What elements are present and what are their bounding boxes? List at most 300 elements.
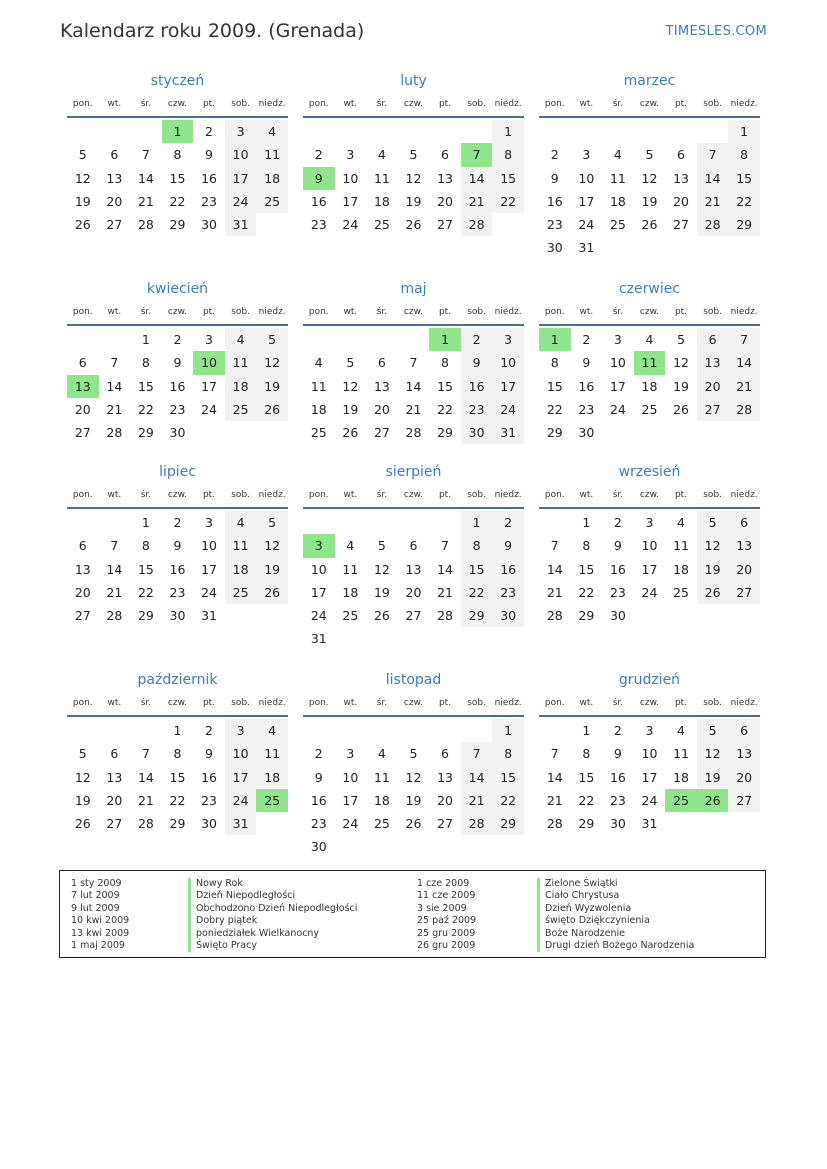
weekday-label: czw. bbox=[167, 99, 187, 109]
empty-day-cell bbox=[429, 120, 461, 143]
empty-day-cell bbox=[665, 120, 697, 143]
day-cell: 10 bbox=[342, 170, 359, 186]
weekday-label: pt. bbox=[202, 307, 216, 317]
week-row bbox=[303, 511, 524, 534]
day-cell: 12 bbox=[673, 355, 689, 371]
legend-date: 9 lut 2009 bbox=[71, 902, 120, 914]
day-cell: 16 bbox=[169, 378, 186, 394]
day-cell: 7 bbox=[441, 538, 449, 554]
day-cell: 13 bbox=[697, 351, 729, 374]
day-cell: 4 bbox=[314, 355, 323, 371]
day-cell: 24 bbox=[641, 584, 658, 600]
week-row bbox=[303, 167, 524, 190]
day-cell: 31 bbox=[492, 421, 524, 444]
day-cell: 25 bbox=[225, 581, 257, 604]
header-divider bbox=[539, 116, 760, 118]
day-cell: 11 bbox=[256, 742, 288, 765]
empty-day-cell bbox=[366, 835, 398, 858]
holiday-legend bbox=[59, 870, 766, 958]
day-cell: 31 bbox=[310, 631, 327, 647]
empty-day-cell bbox=[256, 213, 288, 236]
day-cell: 3 bbox=[225, 719, 257, 742]
legend-holiday-name: święto Dziękczynienia bbox=[537, 915, 694, 927]
day-cell: 24 bbox=[342, 816, 359, 832]
empty-day-cell bbox=[539, 120, 571, 143]
day-cell: 27 bbox=[373, 425, 390, 441]
day-cell: 9 bbox=[613, 746, 622, 762]
day-cell: 29 bbox=[169, 217, 186, 233]
day-cell: 30 bbox=[461, 421, 493, 444]
day-cell: 14 bbox=[546, 769, 563, 785]
day-cell: 16 bbox=[169, 561, 186, 577]
day-cell: 7 bbox=[728, 328, 760, 351]
day-cell: 25 bbox=[641, 401, 658, 417]
day-cell: 2 bbox=[550, 147, 559, 163]
day-cell: 16 bbox=[609, 561, 626, 577]
header-divider bbox=[303, 507, 524, 509]
day-cell: 20 bbox=[437, 792, 453, 808]
day-cell: 24 bbox=[342, 217, 359, 233]
weekday-label: śr. bbox=[612, 307, 624, 317]
weekday-label: czw. bbox=[639, 99, 659, 109]
day-cell: 2 bbox=[205, 124, 213, 139]
day-cell: 8 bbox=[582, 538, 591, 554]
week-row bbox=[67, 812, 288, 835]
week-row bbox=[67, 581, 288, 604]
empty-day-cell bbox=[99, 719, 131, 742]
weekday-label: śr. bbox=[376, 99, 388, 109]
weekday-label: pon. bbox=[308, 698, 329, 708]
day-cell: 14 bbox=[437, 561, 453, 577]
month-name: kwiecień bbox=[146, 281, 209, 297]
day-cell: 11 bbox=[673, 746, 689, 762]
weekday-header bbox=[303, 300, 524, 324]
empty-day-cell bbox=[728, 812, 760, 835]
day-cell: 14 bbox=[405, 378, 422, 394]
day-cell: 23 bbox=[201, 792, 217, 808]
day-cell: 13 bbox=[437, 170, 453, 186]
empty-day-cell bbox=[398, 328, 430, 351]
header-divider bbox=[539, 507, 760, 509]
day-cell: 12 bbox=[697, 534, 729, 557]
week-row bbox=[67, 120, 288, 143]
day-cell: 16 bbox=[609, 769, 626, 785]
week-row bbox=[539, 236, 760, 259]
empty-day-cell bbox=[728, 236, 760, 259]
day-cell: 5 bbox=[677, 332, 685, 347]
empty-day-cell bbox=[492, 627, 524, 650]
day-cell: 12 bbox=[697, 742, 729, 765]
day-cell: 16 bbox=[310, 193, 327, 209]
day-cell: 2 bbox=[613, 723, 622, 738]
day-cell: 19 bbox=[342, 401, 359, 417]
day-cell: 10 bbox=[342, 769, 359, 785]
day-cell: 10 bbox=[578, 170, 595, 186]
day-cell: 24 bbox=[492, 398, 524, 421]
day-cell: 9 bbox=[461, 351, 493, 374]
weekday-label: niedz. bbox=[258, 698, 286, 708]
brand-logo[interactable]: TIMESLES.COM bbox=[665, 24, 767, 39]
day-cell: 1 bbox=[173, 723, 182, 738]
empty-day-cell bbox=[461, 835, 493, 858]
day-cell: 30 bbox=[310, 839, 327, 855]
weekday-header bbox=[303, 92, 524, 116]
day-cell: 8 bbox=[141, 538, 150, 554]
day-cell: 8 bbox=[173, 746, 182, 762]
day-cell: 7 bbox=[141, 746, 150, 762]
weekday-label: wt. bbox=[107, 490, 122, 500]
day-cell: 21 bbox=[461, 190, 493, 213]
weekday-header bbox=[539, 300, 760, 324]
legend-dates-left bbox=[71, 878, 129, 952]
day-cell: 28 bbox=[728, 398, 760, 421]
empty-day-cell bbox=[461, 120, 493, 143]
day-cell: 23 bbox=[492, 581, 524, 604]
day-cell: 29 bbox=[169, 816, 186, 832]
day-cell: 18 bbox=[256, 167, 288, 190]
day-cell: 28 bbox=[106, 608, 123, 624]
day-cell: 4 bbox=[377, 746, 386, 762]
legend-date: 3 sie 2009 bbox=[417, 902, 467, 914]
day-cell: 20 bbox=[106, 792, 123, 808]
day-cell: 20 bbox=[673, 193, 689, 209]
day-cell: 30 bbox=[609, 816, 626, 832]
day-cell: 24 bbox=[201, 584, 217, 600]
week-row bbox=[67, 604, 288, 627]
day-cell: 1 bbox=[492, 120, 524, 143]
day-cell: 19 bbox=[256, 558, 288, 581]
day-cell: 14 bbox=[461, 766, 493, 789]
day-cell: 4 bbox=[645, 332, 654, 347]
day-cell: 18 bbox=[225, 558, 257, 581]
empty-day-cell bbox=[665, 421, 697, 444]
day-cell: 5 bbox=[697, 511, 729, 534]
day-cell: 22 bbox=[578, 584, 595, 600]
day-cell: 6 bbox=[78, 538, 87, 554]
day-cell: 21 bbox=[405, 401, 422, 417]
day-cell: 30 bbox=[492, 604, 524, 627]
empty-day-cell bbox=[697, 421, 729, 444]
day-cell: 19 bbox=[256, 375, 288, 398]
day-cell: 22 bbox=[728, 190, 760, 213]
empty-day-cell bbox=[665, 604, 697, 627]
empty-day-cell bbox=[303, 120, 335, 143]
day-cell: 15 bbox=[137, 561, 154, 577]
empty-day-cell bbox=[335, 511, 367, 534]
day-cell: 10 bbox=[641, 538, 658, 554]
day-cell: 21 bbox=[546, 792, 563, 808]
weekday-label: niedz. bbox=[258, 490, 286, 500]
day-cell: 14 bbox=[137, 170, 154, 186]
day-cell: 6 bbox=[110, 746, 119, 762]
day-cell: 22 bbox=[169, 792, 186, 808]
week-row bbox=[539, 190, 760, 213]
month-name: listopad bbox=[385, 672, 442, 688]
legend-holiday-name: Dzień Niepodległości bbox=[188, 890, 357, 902]
empty-day-cell bbox=[697, 236, 729, 259]
month-name: sierpień bbox=[385, 464, 442, 480]
day-cell: 4 bbox=[346, 538, 355, 554]
empty-day-cell bbox=[366, 627, 398, 650]
day-cell: 8 bbox=[492, 742, 524, 765]
weekday-label: sob. bbox=[467, 307, 486, 317]
day-cell: 28 bbox=[137, 816, 154, 832]
day-cell: 22 bbox=[492, 789, 524, 812]
week-row bbox=[539, 398, 760, 421]
weekday-label: pt. bbox=[674, 307, 688, 317]
empty-day-cell bbox=[398, 835, 430, 858]
day-cell: 30 bbox=[169, 608, 186, 624]
day-cell: 16 bbox=[201, 769, 217, 785]
weekday-label: śr. bbox=[612, 698, 624, 708]
day-cell: 12 bbox=[74, 170, 91, 186]
legend-dates-right bbox=[417, 878, 476, 952]
weekday-label: sob. bbox=[231, 99, 250, 109]
day-cell: 19 bbox=[74, 193, 91, 209]
day-cell: 17 bbox=[310, 584, 327, 600]
weekday-label: pt. bbox=[674, 99, 688, 109]
empty-day-cell bbox=[602, 236, 634, 259]
weekday-label: pt. bbox=[202, 99, 216, 109]
day-cell: 25 bbox=[609, 217, 626, 233]
day-cell: 15 bbox=[437, 378, 453, 394]
month-name: styczeń bbox=[150, 73, 205, 89]
month-6 bbox=[67, 461, 288, 627]
week-row bbox=[539, 558, 760, 581]
day-cell: 29 bbox=[137, 425, 154, 441]
day-cell: 17 bbox=[609, 378, 626, 394]
day-cell: 21 bbox=[728, 375, 760, 398]
day-cell: 26 bbox=[373, 608, 390, 624]
empty-day-cell bbox=[728, 604, 760, 627]
weekday-label: niedz. bbox=[730, 490, 758, 500]
week-row bbox=[539, 375, 760, 398]
month-3 bbox=[67, 278, 288, 444]
day-cell: 28 bbox=[546, 816, 563, 832]
weekday-label: niedz. bbox=[730, 698, 758, 708]
empty-day-cell bbox=[571, 120, 603, 143]
week-row bbox=[67, 719, 288, 742]
day-cell: 27 bbox=[437, 217, 453, 233]
day-cell: 25 bbox=[256, 789, 288, 812]
day-cell: 26 bbox=[697, 581, 729, 604]
weekday-label: pt. bbox=[202, 490, 216, 500]
day-cell: 19 bbox=[74, 792, 91, 808]
day-cell: 23 bbox=[578, 401, 595, 417]
day-cell: 11 bbox=[373, 170, 390, 186]
month-name: luty bbox=[400, 73, 427, 89]
day-cell: 23 bbox=[461, 398, 493, 421]
day-cell: 3 bbox=[645, 723, 654, 738]
day-cell: 8 bbox=[582, 746, 591, 762]
day-cell: 9 bbox=[613, 538, 622, 554]
legend-holiday-name: Święto Pracy bbox=[188, 940, 357, 952]
day-cell: 1 bbox=[492, 719, 524, 742]
weekday-header bbox=[67, 300, 288, 324]
weekday-label: sob. bbox=[231, 307, 250, 317]
empty-day-cell bbox=[67, 328, 99, 351]
day-cell: 9 bbox=[173, 538, 182, 554]
weekday-label: pon. bbox=[72, 698, 93, 708]
day-cell: 14 bbox=[728, 351, 760, 374]
legend-names-right bbox=[537, 878, 694, 952]
day-cell: 17 bbox=[225, 766, 257, 789]
day-cell: 8 bbox=[492, 143, 524, 166]
day-cell: 21 bbox=[697, 190, 729, 213]
day-cell: 18 bbox=[225, 375, 257, 398]
day-cell: 24 bbox=[225, 190, 257, 213]
weekday-label: pon. bbox=[308, 99, 329, 109]
week-row bbox=[67, 375, 288, 398]
day-cell: 30 bbox=[201, 217, 217, 233]
empty-day-cell bbox=[130, 120, 162, 143]
day-cell: 23 bbox=[310, 217, 327, 233]
empty-day-cell bbox=[429, 627, 461, 650]
day-cell: 16 bbox=[461, 375, 493, 398]
week-row bbox=[539, 742, 760, 765]
empty-day-cell bbox=[398, 627, 430, 650]
day-cell: 19 bbox=[673, 378, 689, 394]
day-cell: 4 bbox=[225, 511, 257, 534]
day-cell: 14 bbox=[106, 378, 123, 394]
day-cell: 4 bbox=[677, 723, 685, 738]
weekday-label: pt. bbox=[674, 698, 688, 708]
week-row bbox=[539, 351, 760, 374]
day-cell: 27 bbox=[728, 581, 760, 604]
day-cell: 21 bbox=[137, 792, 154, 808]
day-cell: 2 bbox=[613, 515, 622, 530]
day-cell: 24 bbox=[225, 789, 257, 812]
weekday-label: czw. bbox=[167, 307, 187, 317]
day-cell: 18 bbox=[641, 378, 658, 394]
weekday-label: wt. bbox=[579, 307, 594, 317]
week-row bbox=[303, 558, 524, 581]
day-cell: 20 bbox=[728, 766, 760, 789]
week-row bbox=[539, 120, 760, 143]
day-cell: 25 bbox=[256, 190, 288, 213]
week-row bbox=[303, 766, 524, 789]
day-cell: 5 bbox=[78, 147, 87, 163]
day-cell: 3 bbox=[205, 515, 213, 530]
day-cell: 7 bbox=[697, 143, 729, 166]
day-cell: 7 bbox=[461, 742, 493, 765]
weekday-label: czw. bbox=[403, 307, 423, 317]
day-cell: 22 bbox=[437, 401, 453, 417]
weekday-label: sob. bbox=[467, 99, 486, 109]
day-cell: 13 bbox=[106, 170, 123, 186]
day-cell: 26 bbox=[697, 789, 729, 812]
weekday-label: sob. bbox=[467, 698, 486, 708]
day-cell: 21 bbox=[106, 584, 123, 600]
day-cell: 12 bbox=[256, 351, 288, 374]
day-cell: 18 bbox=[673, 561, 689, 577]
day-cell: 18 bbox=[673, 769, 689, 785]
weekday-label: śr. bbox=[140, 698, 152, 708]
day-cell: 8 bbox=[141, 355, 150, 371]
day-cell: 19 bbox=[405, 792, 422, 808]
day-cell: 21 bbox=[137, 193, 154, 209]
empty-day-cell bbox=[634, 236, 666, 259]
week-row bbox=[303, 789, 524, 812]
day-cell: 28 bbox=[137, 217, 154, 233]
day-cell: 13 bbox=[673, 170, 689, 186]
day-cell: 2 bbox=[173, 515, 182, 530]
weekday-label: wt. bbox=[107, 99, 122, 109]
week-row bbox=[303, 213, 524, 236]
day-cell: 11 bbox=[634, 351, 666, 374]
month-name: maj bbox=[400, 281, 427, 297]
day-cell: 3 bbox=[492, 328, 524, 351]
legend-date: 1 cze 2009 bbox=[417, 878, 470, 889]
day-cell: 11 bbox=[256, 143, 288, 166]
day-cell: 8 bbox=[441, 355, 449, 371]
day-cell: 21 bbox=[546, 584, 563, 600]
day-cell: 20 bbox=[106, 193, 123, 209]
week-row bbox=[67, 351, 288, 374]
empty-day-cell bbox=[225, 421, 257, 444]
weekday-label: wt. bbox=[343, 307, 358, 317]
day-cell: 9 bbox=[582, 355, 591, 371]
weekday-header bbox=[67, 483, 288, 507]
week-row bbox=[67, 742, 288, 765]
day-cell: 5 bbox=[256, 328, 288, 351]
day-cell: 17 bbox=[201, 561, 217, 577]
day-cell: 24 bbox=[201, 401, 217, 417]
week-row bbox=[303, 742, 524, 765]
day-cell: 29 bbox=[437, 425, 453, 441]
legend-holiday-name: poniedziałek Wielkanocny bbox=[188, 928, 357, 940]
day-cell: 17 bbox=[641, 561, 658, 577]
header-divider bbox=[539, 324, 760, 326]
legend-date: 26 gru 2009 bbox=[417, 939, 476, 951]
month-4 bbox=[303, 278, 524, 444]
weekday-label: śr. bbox=[140, 490, 152, 500]
weekday-label: wt. bbox=[343, 698, 358, 708]
legend-date: 7 lut 2009 bbox=[71, 890, 120, 902]
header-divider bbox=[303, 324, 524, 326]
day-cell: 12 bbox=[405, 170, 422, 186]
day-cell: 11 bbox=[373, 769, 390, 785]
weekday-label: niedz. bbox=[494, 307, 522, 317]
day-cell: 11 bbox=[310, 378, 327, 394]
day-cell: 6 bbox=[697, 328, 729, 351]
day-cell: 2 bbox=[492, 511, 524, 534]
weekday-label: sob. bbox=[231, 490, 250, 500]
day-cell: 12 bbox=[74, 769, 91, 785]
day-cell: 7 bbox=[550, 746, 559, 762]
day-cell: 29 bbox=[578, 816, 595, 832]
weekday-label: pon. bbox=[544, 99, 565, 109]
day-cell: 26 bbox=[74, 217, 91, 233]
day-cell: 12 bbox=[373, 561, 390, 577]
day-cell: 19 bbox=[373, 584, 390, 600]
day-cell: 24 bbox=[609, 401, 626, 417]
weekday-label: wt. bbox=[107, 307, 122, 317]
week-row bbox=[303, 812, 524, 835]
day-cell: 28 bbox=[405, 425, 422, 441]
weekday-label: pon. bbox=[544, 307, 565, 317]
day-cell: 7 bbox=[409, 355, 418, 371]
day-cell: 25 bbox=[373, 217, 390, 233]
weekday-label: pt. bbox=[438, 99, 452, 109]
empty-day-cell bbox=[335, 835, 367, 858]
day-cell: 10 bbox=[609, 355, 626, 371]
day-cell: 23 bbox=[609, 584, 626, 600]
day-cell: 29 bbox=[461, 604, 493, 627]
day-cell: 6 bbox=[110, 147, 119, 163]
header-divider bbox=[67, 507, 288, 509]
week-row bbox=[539, 143, 760, 166]
